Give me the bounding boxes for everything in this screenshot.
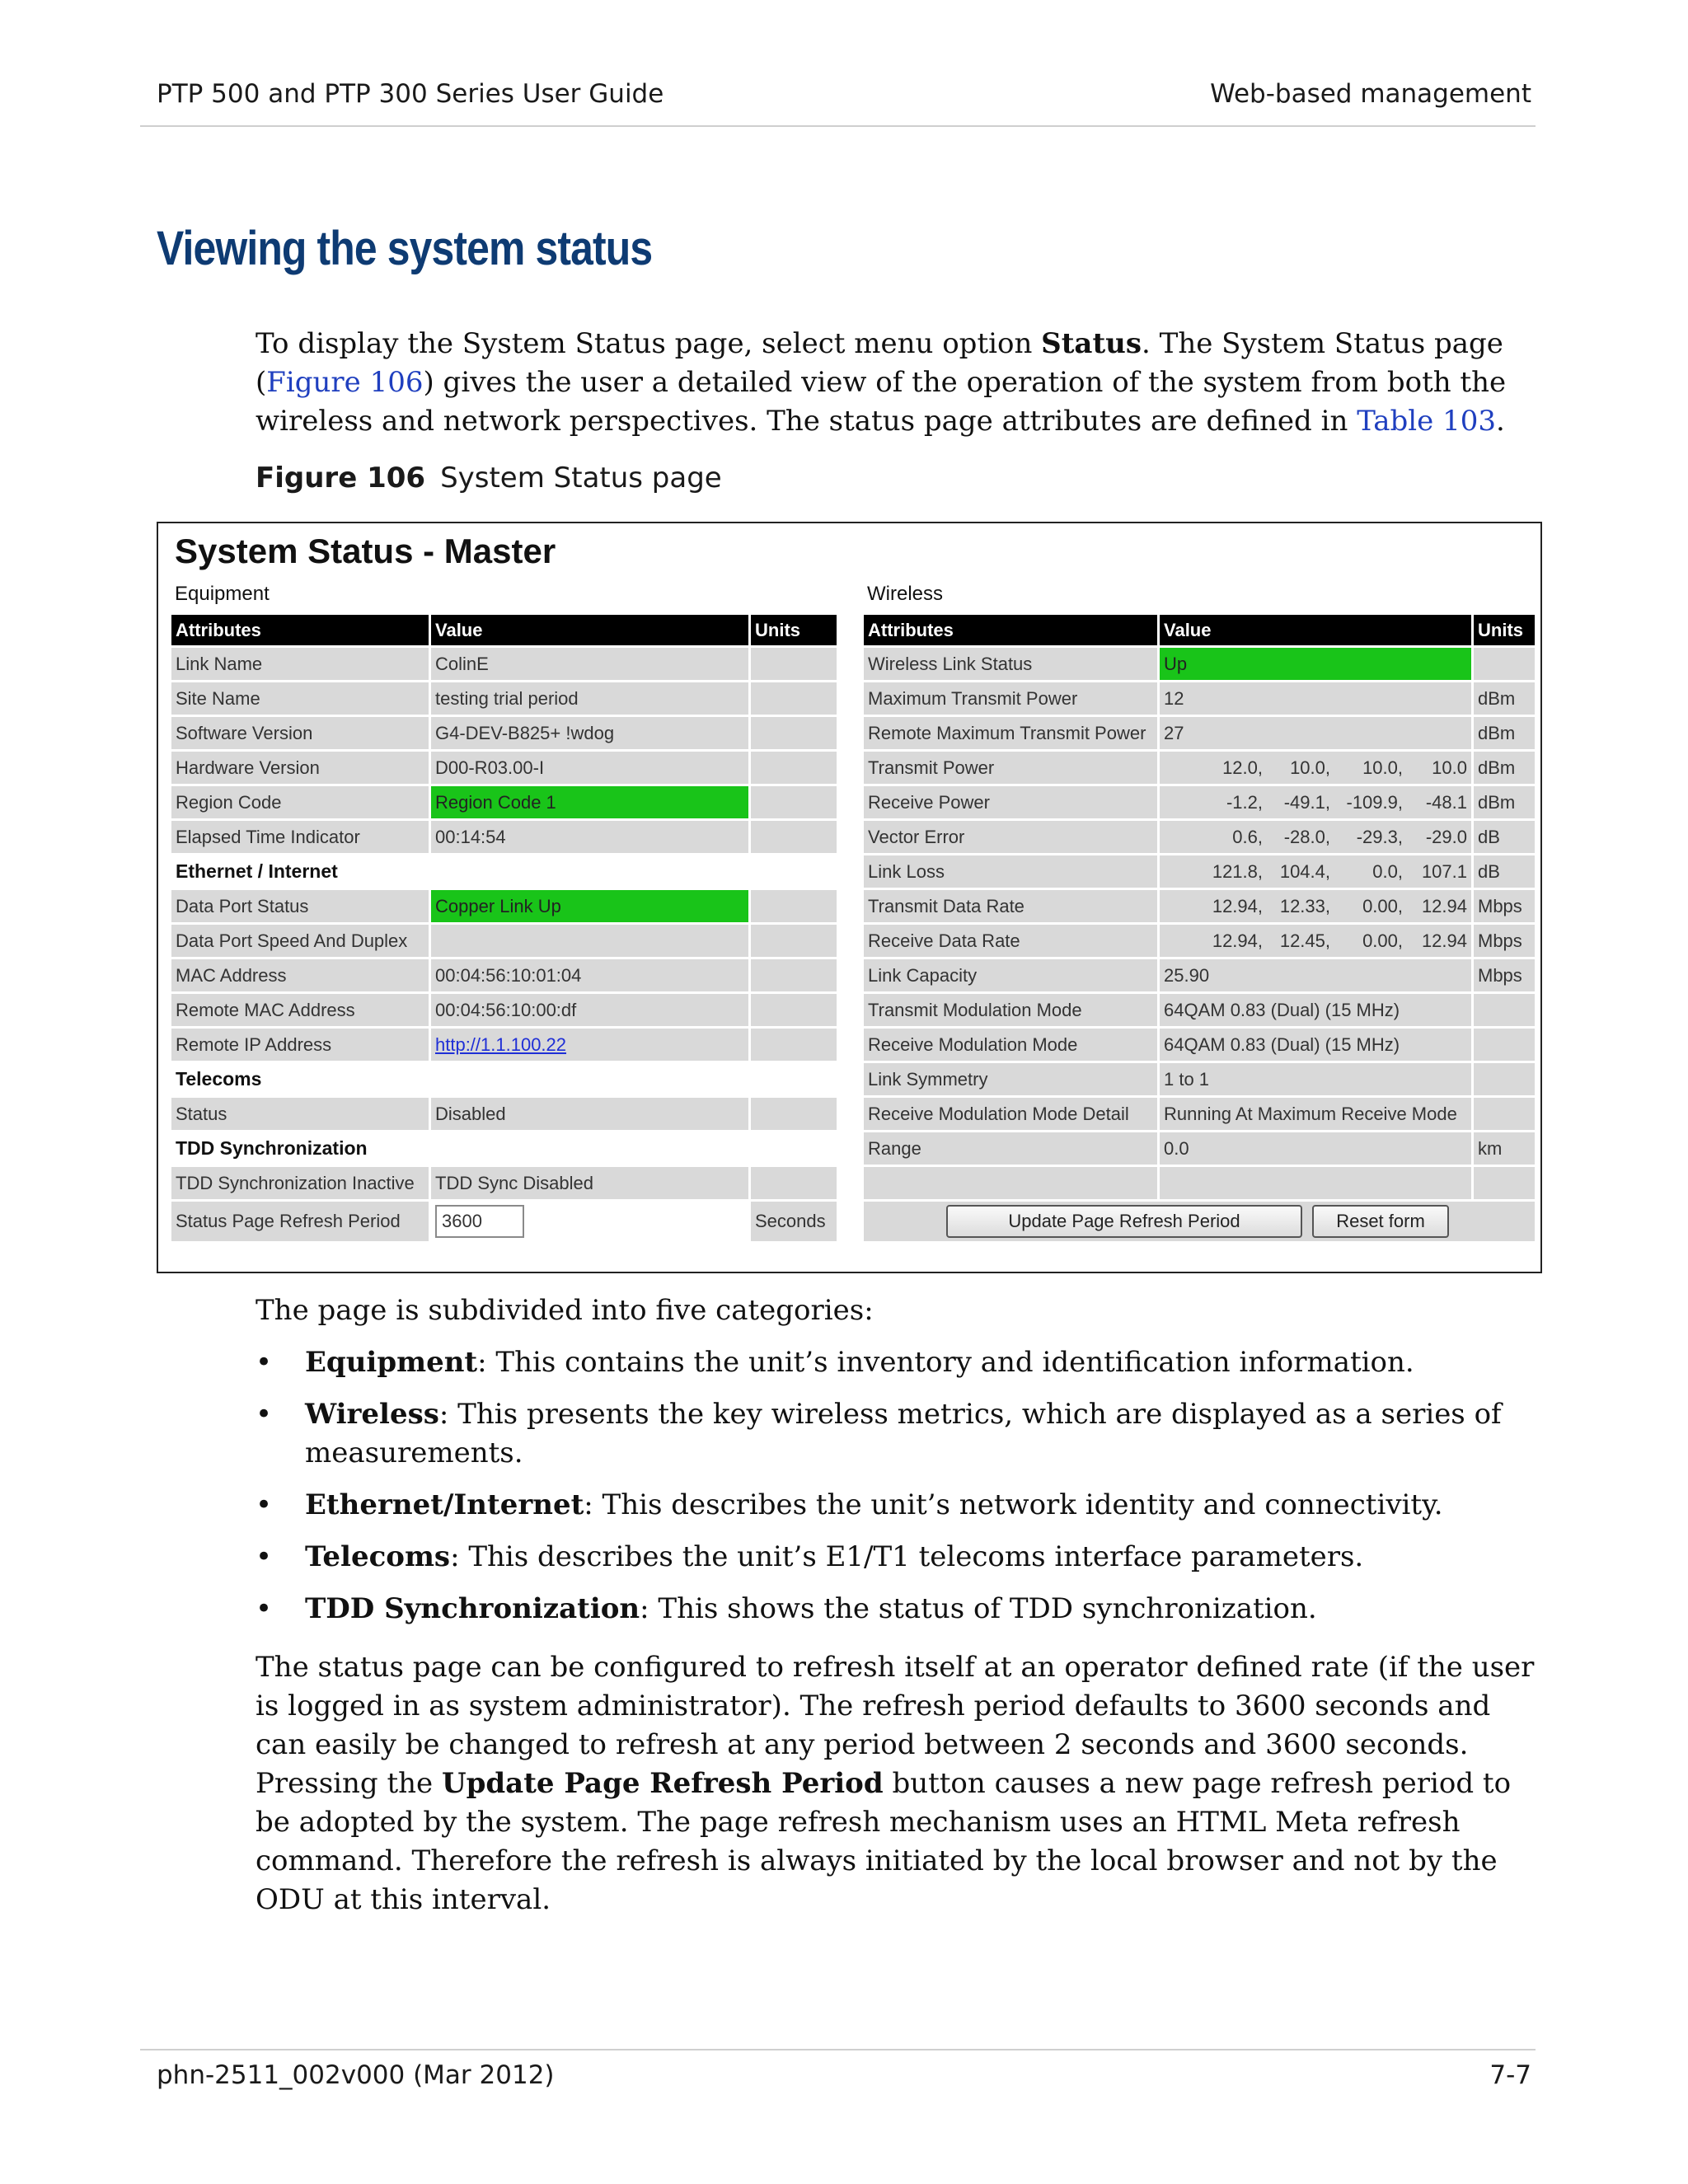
list-item-text: : This describes the unit’s network identity and connectivity. bbox=[584, 1488, 1443, 1521]
attribute-cell: Data Port Speed And Duplex bbox=[171, 925, 429, 957]
header-rule bbox=[140, 125, 1536, 127]
table-row bbox=[171, 1132, 837, 1165]
measurement-value: 12.0, bbox=[1222, 757, 1263, 778]
table-row bbox=[864, 1029, 1535, 1061]
intro-paragraph: To display the System Status page, select menu option Status. The System Status page (Figure 106) gives the user a detailed view of the operation of the system from both the wireless and network perspectives. The status page attributes are defined in Table 103. bbox=[256, 327, 1507, 438]
attribute-cell: Remote MAC Address bbox=[171, 994, 429, 1026]
attribute-cell: Elapsed Time Indicator bbox=[171, 821, 429, 853]
value-cell: Copper Link Up bbox=[431, 890, 748, 922]
footer-rule bbox=[140, 2049, 1536, 2050]
value-cell: TDD Sync Disabled bbox=[431, 1167, 748, 1199]
table-row bbox=[864, 1098, 1535, 1130]
table-row bbox=[864, 994, 1535, 1026]
attribute-cell: Hardware Version bbox=[171, 752, 429, 784]
group-label: Ethernet / Internet bbox=[176, 860, 338, 882]
bullet-icon: • bbox=[256, 1592, 273, 1625]
table-row bbox=[171, 1167, 837, 1199]
measurement-value: 12.94 bbox=[1421, 930, 1467, 951]
units-cell bbox=[751, 890, 837, 922]
equipment-table bbox=[169, 612, 839, 1244]
footer-page-number: 7-7 bbox=[1489, 2060, 1531, 2090]
attribute-cell: Site Name bbox=[171, 682, 429, 715]
measurement-value: -29.0 bbox=[1425, 826, 1467, 847]
list-item-term: Wireless bbox=[305, 1398, 439, 1431]
col-value: Value bbox=[1160, 615, 1471, 645]
table-row bbox=[171, 821, 837, 853]
list-item bbox=[256, 1395, 1541, 1473]
units-cell bbox=[751, 1029, 837, 1061]
table-row bbox=[171, 648, 837, 680]
empty-cell bbox=[1160, 1167, 1471, 1199]
measurement-value: 10.0, bbox=[1290, 757, 1330, 778]
table-row bbox=[864, 1063, 1535, 1095]
attribute-cell: Receive Modulation Mode Detail bbox=[864, 1098, 1157, 1130]
units-cell: dBm bbox=[1474, 752, 1535, 784]
measurement-value: 107.1 bbox=[1421, 860, 1467, 882]
col-value: Value bbox=[431, 615, 748, 645]
measurement-value: 121.8, bbox=[1212, 860, 1263, 882]
value-cell: 64QAM 0.83 (Dual) (15 MHz) bbox=[1160, 994, 1471, 1026]
value-cell bbox=[431, 1029, 748, 1061]
equipment-label: Equipment bbox=[175, 583, 270, 605]
units-cell bbox=[751, 786, 837, 818]
table-row bbox=[171, 717, 837, 749]
measurement-value: -48.1 bbox=[1425, 791, 1467, 813]
list-item-term: Ethernet/Internet bbox=[305, 1488, 584, 1521]
units-cell bbox=[1474, 1098, 1535, 1130]
remote-ip-link[interactable]: http://1.1.100.22 bbox=[435, 1033, 567, 1055]
table-row bbox=[171, 682, 837, 715]
attribute-cell: Receive Power bbox=[864, 786, 1157, 818]
categories-intro: The page is subdivided into five categories: bbox=[256, 1294, 874, 1327]
table-row bbox=[864, 890, 1535, 922]
units-cell: Mbps bbox=[1474, 959, 1535, 991]
value-cell: 00:04:56:10:00:df bbox=[431, 994, 748, 1026]
list-item bbox=[256, 1538, 1541, 1577]
units-cell: Mbps bbox=[1474, 925, 1535, 957]
list-item-text: : This shows the status of TDD synchronization. bbox=[640, 1592, 1317, 1625]
value-cell bbox=[431, 925, 748, 957]
value-cell: Up bbox=[1160, 648, 1471, 680]
units-cell bbox=[751, 1098, 837, 1130]
table-row bbox=[864, 717, 1535, 749]
units-cell bbox=[751, 994, 837, 1026]
value-cell: Running At Maximum Receive Mode bbox=[1160, 1098, 1471, 1130]
bullet-icon: • bbox=[256, 1540, 273, 1573]
attribute-cell: Remote IP Address bbox=[171, 1029, 429, 1061]
table-row bbox=[864, 648, 1535, 680]
value-cell bbox=[1160, 890, 1471, 922]
col-attributes: Attributes bbox=[864, 615, 1157, 645]
table-row bbox=[864, 682, 1535, 715]
units-cell bbox=[1474, 994, 1535, 1026]
table-link[interactable]: Table 103 bbox=[1357, 405, 1496, 438]
units-cell bbox=[1474, 1029, 1535, 1061]
value-cell bbox=[1160, 752, 1471, 784]
table-row bbox=[171, 890, 837, 922]
refresh-period-input[interactable]: 3600 bbox=[435, 1205, 524, 1238]
table-row bbox=[171, 752, 837, 784]
value-cell: 00:04:56:10:01:04 bbox=[431, 959, 748, 991]
bullet-icon: • bbox=[256, 1398, 273, 1431]
table-row bbox=[864, 1132, 1535, 1165]
measurement-value: -29.3, bbox=[1356, 826, 1403, 847]
value-cell bbox=[431, 1202, 748, 1241]
update-refresh-period-button[interactable]: Update Page Refresh Period bbox=[946, 1205, 1302, 1238]
attribute-cell: Maximum Transmit Power bbox=[864, 682, 1157, 715]
attribute-cell: TDD Synchronization Inactive bbox=[171, 1167, 429, 1199]
button-row bbox=[864, 1202, 1535, 1241]
list-item-text: : This describes the unit’s E1/T1 telecoms interface parameters. bbox=[450, 1540, 1364, 1573]
table-row bbox=[864, 752, 1535, 784]
attribute-cell: MAC Address bbox=[171, 959, 429, 991]
units-cell: dBm bbox=[1474, 786, 1535, 818]
attribute-cell: Transmit Modulation Mode bbox=[864, 994, 1157, 1026]
list-item-term: TDD Synchronization bbox=[305, 1592, 640, 1625]
value-cell: 25.90 bbox=[1160, 959, 1471, 991]
table-row bbox=[171, 1029, 837, 1061]
value-cell: 12 bbox=[1160, 682, 1471, 715]
measurement-value: -109.9, bbox=[1346, 791, 1403, 813]
group-label: Telecoms bbox=[176, 1068, 262, 1090]
attribute-cell: Receive Modulation Mode bbox=[864, 1029, 1157, 1061]
value-cell: Disabled bbox=[431, 1098, 748, 1130]
units-cell bbox=[751, 752, 837, 784]
page-header bbox=[157, 79, 1531, 112]
group-label: TDD Synchronization bbox=[176, 1137, 368, 1159]
units-cell bbox=[751, 925, 837, 957]
table-row bbox=[171, 994, 837, 1026]
col-attributes: Attributes bbox=[171, 615, 429, 645]
units-cell bbox=[1474, 648, 1535, 680]
list-item bbox=[256, 1343, 1541, 1382]
measurement-value: -28.0, bbox=[1283, 826, 1330, 847]
units-cell bbox=[751, 717, 837, 749]
units-cell bbox=[751, 959, 837, 991]
attribute-cell: Link Name bbox=[171, 648, 429, 680]
measurement-value: 0.00, bbox=[1362, 930, 1403, 951]
category-list bbox=[256, 1343, 1541, 1642]
value-cell: 0.0 bbox=[1160, 1132, 1471, 1165]
attribute-cell: Receive Data Rate bbox=[864, 925, 1157, 957]
header-section-title: Web-based management bbox=[1210, 79, 1531, 109]
measurement-value: 10.0, bbox=[1362, 757, 1403, 778]
attribute-cell: Status bbox=[171, 1098, 429, 1130]
value-cell bbox=[1160, 925, 1471, 957]
table-row bbox=[864, 1167, 1535, 1199]
measurement-value: 12.94, bbox=[1212, 930, 1263, 951]
empty-cell bbox=[1474, 1167, 1535, 1199]
units-cell: Seconds bbox=[751, 1202, 837, 1241]
value-cell bbox=[1160, 821, 1471, 853]
value-cell: Region Code 1 bbox=[431, 786, 748, 818]
measurement-value: 0.0, bbox=[1372, 860, 1403, 882]
measurement-value: 12.33, bbox=[1279, 895, 1330, 916]
units-cell: dB bbox=[1474, 821, 1535, 853]
value-cell: G4-DEV-B825+ !wdog bbox=[431, 717, 748, 749]
measurement-value: 0.00, bbox=[1362, 895, 1403, 916]
footer-doc-id: phn-2511_002v000 (Mar 2012) bbox=[157, 2060, 555, 2090]
figure-link[interactable]: Figure 106 bbox=[266, 366, 424, 399]
attribute-cell: Region Code bbox=[171, 786, 429, 818]
measurement-value: 12.94 bbox=[1421, 895, 1467, 916]
attribute-cell: Range bbox=[864, 1132, 1157, 1165]
bullet-icon: • bbox=[256, 1346, 273, 1379]
attribute-cell: Status Page Refresh Period bbox=[171, 1202, 429, 1241]
value-cell: 00:14:54 bbox=[431, 821, 748, 853]
list-item-text: : This presents the key wireless metrics, which are displayed as a series of measurements. bbox=[305, 1398, 1502, 1469]
table-row bbox=[171, 1202, 837, 1241]
attribute-cell: Transmit Power bbox=[864, 752, 1157, 784]
value-cell: 1 to 1 bbox=[1160, 1063, 1471, 1095]
table-row bbox=[171, 959, 837, 991]
attribute-cell: Software Version bbox=[171, 717, 429, 749]
units-cell bbox=[751, 682, 837, 715]
header-doc-title: PTP 500 and PTP 300 Series User Guide bbox=[157, 79, 664, 109]
value-cell: ColinE bbox=[431, 648, 748, 680]
wireless-label: Wireless bbox=[867, 583, 944, 605]
attribute-cell: Vector Error bbox=[864, 821, 1157, 853]
value-cell: testing trial period bbox=[431, 682, 748, 715]
value-cell: 64QAM 0.83 (Dual) (15 MHz) bbox=[1160, 1029, 1471, 1061]
col-units: Units bbox=[1474, 615, 1535, 645]
units-cell: Mbps bbox=[1474, 890, 1535, 922]
table-row bbox=[864, 855, 1535, 888]
units-cell: dB bbox=[1474, 855, 1535, 888]
units-cell: dBm bbox=[1474, 682, 1535, 715]
table-row bbox=[171, 1063, 837, 1095]
measurement-value: 12.45, bbox=[1279, 930, 1330, 951]
table-row bbox=[864, 925, 1535, 957]
list-item bbox=[256, 1590, 1541, 1629]
figure-caption: Figure 106 System Status page bbox=[256, 462, 722, 494]
value-cell: 27 bbox=[1160, 717, 1471, 749]
list-item bbox=[256, 1486, 1541, 1525]
attribute-cell: Link Capacity bbox=[864, 959, 1157, 991]
units-cell bbox=[1474, 1063, 1535, 1095]
page-title: Viewing the system status bbox=[157, 222, 653, 275]
measurement-value: 10.0 bbox=[1432, 757, 1467, 778]
units-cell bbox=[751, 648, 837, 680]
col-units: Units bbox=[751, 615, 837, 645]
wireless-table bbox=[861, 612, 1537, 1244]
refresh-paragraph: The status page can be configured to refresh itself at an operator defined rate (if the user is logged in as system administrator). The refresh period defaults to 3600 seconds and can easily be changed to refresh at any period between 2 seconds and 3600 seconds. Pressing the Update Page Refresh Period button causes a new page refresh period to be adopted by the system. The page refresh mechanism uses an HTML Meta refresh command. Therefore the refresh is always initiated by the local browser and not by the ODU at this interval. bbox=[256, 1651, 1535, 1916]
value-cell bbox=[1160, 786, 1471, 818]
list-item-text: : This contains the unit’s inventory and identification information. bbox=[477, 1346, 1414, 1379]
attribute-cell: Remote Maximum Transmit Power bbox=[864, 717, 1157, 749]
screenshot-heading: System Status - Master bbox=[175, 532, 556, 570]
measurement-value: 12.94, bbox=[1212, 895, 1263, 916]
button-cell bbox=[864, 1202, 1535, 1241]
attribute-cell: Link Symmetry bbox=[864, 1063, 1157, 1095]
measurement-value: -1.2, bbox=[1226, 791, 1263, 813]
list-item-term: Equipment bbox=[305, 1346, 478, 1379]
units-cell bbox=[751, 821, 837, 853]
measurement-value: 0.6, bbox=[1232, 826, 1263, 847]
attribute-cell: Data Port Status bbox=[171, 890, 429, 922]
attribute-cell: Link Loss bbox=[864, 855, 1157, 888]
table-row bbox=[864, 786, 1535, 818]
table-row bbox=[864, 821, 1535, 853]
units-cell: km bbox=[1474, 1132, 1535, 1165]
table-row bbox=[171, 925, 837, 957]
system-status-screenshot bbox=[157, 522, 1542, 1273]
units-cell bbox=[751, 1167, 837, 1199]
value-cell bbox=[1160, 855, 1471, 888]
attribute-cell: Transmit Data Rate bbox=[864, 890, 1157, 922]
value-cell: D00-R03.00-I bbox=[431, 752, 748, 784]
attribute-cell: Wireless Link Status bbox=[864, 648, 1157, 680]
empty-cell bbox=[864, 1167, 1157, 1199]
reset-form-button[interactable]: Reset form bbox=[1312, 1205, 1449, 1238]
bullet-icon: • bbox=[256, 1488, 273, 1521]
measurement-value: -49.1, bbox=[1283, 791, 1330, 813]
table-row bbox=[171, 1098, 837, 1130]
list-item-term: Telecoms bbox=[305, 1540, 451, 1573]
units-cell: dBm bbox=[1474, 717, 1535, 749]
table-row bbox=[171, 855, 837, 888]
measurement-value: 104.4, bbox=[1279, 860, 1330, 882]
table-row bbox=[864, 959, 1535, 991]
table-row bbox=[171, 786, 837, 818]
